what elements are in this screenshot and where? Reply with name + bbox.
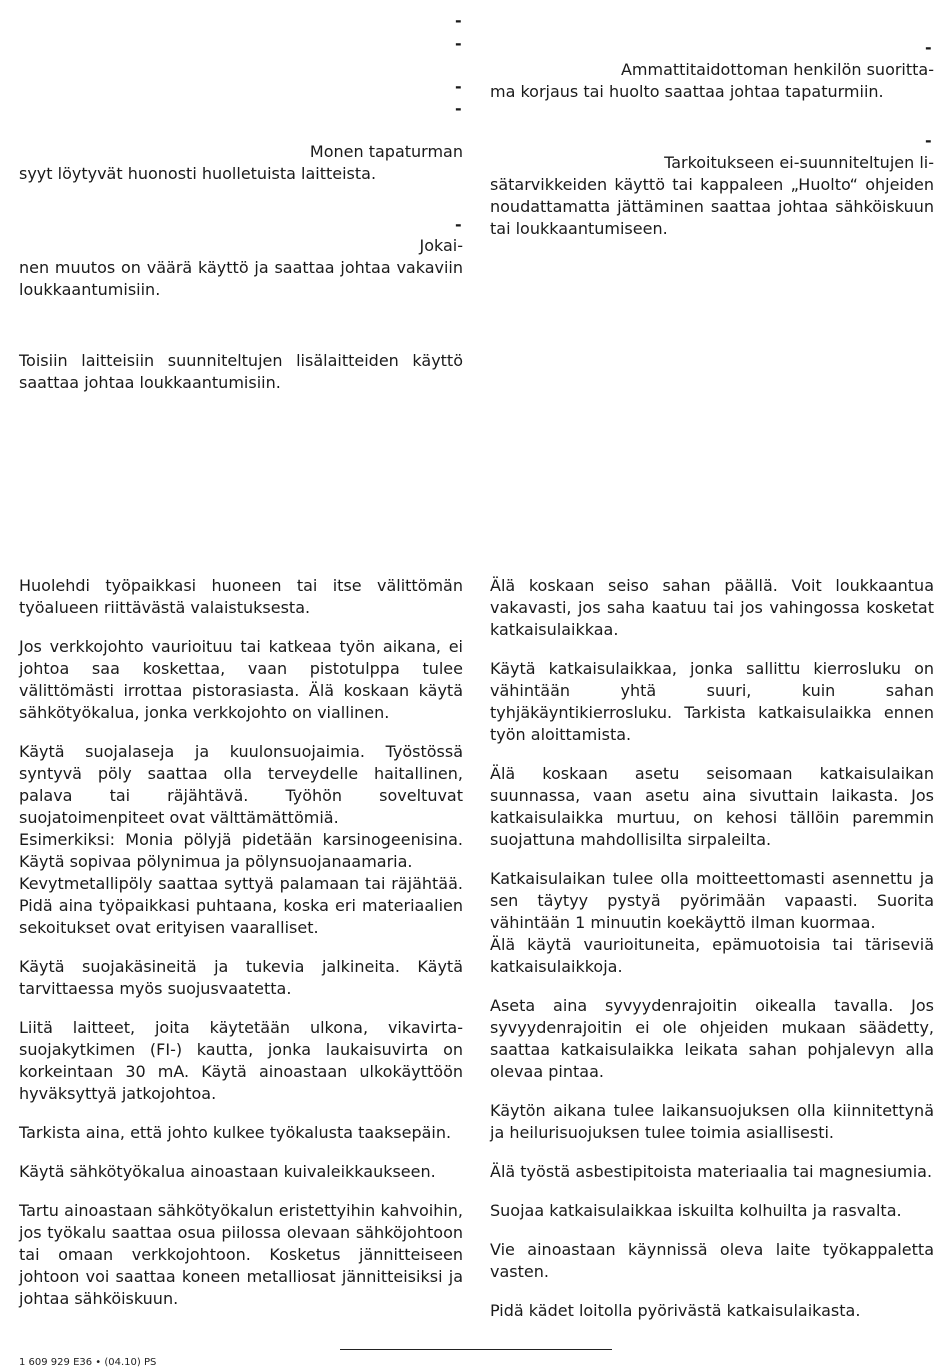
safety-paragraph: Aseta aina syvyydenrajoitin oikealla tavalla. Jos syvyydenrajoitin ei ole ohjeiden mukaan säädetty, saattaa katkaisulaikka leikata sahan pohjalevyn alla olevaa pintaa. [490, 996, 934, 1081]
safety-paragraph: Suojaa katkaisulaikkaa iskuilta kolhuilta ja rasvalta. [490, 1201, 902, 1220]
text-line: Monen tapaturman [309, 142, 463, 161]
bullet-dash: - [455, 99, 462, 118]
document-code: 1 609 929 E36 • (04.10) PS [19, 1357, 157, 1368]
left-safety-column [19, 575, 463, 1310]
text-line: nen muutos on väärä käyttö ja saattaa johtaa vakaviin loukkaantumisiin. [19, 258, 463, 299]
safety-paragraph: Käytä katkaisulaikkaa, jonka sallittu kierrosluku on vähintään yhtä suuri, kuin sahan tyhjäkäyntikierrosluku. Tarkista katkaisulaikka ennen työn aloittamista. [490, 659, 934, 744]
accessory-service-paragraph [490, 152, 934, 240]
text-line: Jokai- [419, 236, 463, 255]
safety-paragraph: Vie ainoastaan käynnissä oleva laite työkappaletta vasten. [490, 1240, 934, 1281]
bullet-dash: - [455, 34, 462, 53]
bullet-dash: - [925, 38, 932, 57]
bullet-dash: - [925, 131, 932, 150]
text-line: Tarkoitukseen ei-suunniteltujen li- [664, 153, 934, 172]
safety-paragraph: Katkaisulaikan tulee olla moitteettomasti asennettu ja sen täytyy pystyä pyörimään vapaasti. Suorita vähintään 1 minuutin koekäyttö ilman kuormaa. [490, 869, 934, 932]
safety-paragraph: Älä koskaan asetu seisomaan katkaisulaikan suunnassa, vaan asetu aina sivuttain laikasta. Jos katkaisulaikka murtuu, on kehosi tällöin paremmin suojattuna mahdollisilta sirpaleilta. [490, 764, 934, 849]
maintenance-paragraph [19, 141, 463, 185]
footer-divider [340, 1349, 612, 1350]
safety-paragraph: Käytä sähkötyökalua ainoastaan kuivaleikkaukseen. [19, 1162, 436, 1181]
safety-paragraph: Tarkista aina, että johto kulkee työkalusta taaksepäin. [19, 1123, 452, 1142]
safety-paragraph: Älä työstä asbestipitoista materiaalia tai magnesiumia. [490, 1162, 933, 1181]
bullet-dash: - [455, 11, 462, 30]
safety-paragraph: Esimerkiksi: Monia pölyjä pidetään karsinogeenisina. Käytä sopivaa pölynimua ja pölynsuojanaamaria. [19, 830, 463, 871]
safety-paragraph: Älä käytä vaurioituneita, epämuotoisia tai täriseviä katkaisulaikkoja. [490, 935, 934, 976]
safety-paragraph: Tartu ainoastaan sähkötyökalun eristettyihin kahvoihin, jos työkalu saattaa osua piilossa olevaan sähköjohtoon tai omaan verkkojohtoon. Kosketus jännitteiseen johtoon voi saattaa koneen metalliosat jännitteisiksi ja johtaa sähköiskuun. [19, 1201, 463, 1308]
text-line: syyt löytyvät huonosti huolletuista laitteista. [19, 164, 377, 183]
safety-paragraph: Huolehdi työpaikkasi huoneen tai itse välittömän työalueen riittävästä valaistuksesta. [19, 576, 463, 617]
safety-paragraph: Jos verkkojohto vaurioituu tai katkeaa työn aikana, ei johtoa saa koskettaa, vaan pistotulppa tulee välittömästi irrottaa pistorasiasta. Älä koskaan käytä sähkötyökalua, jonka verkkojohto on viallinen. [19, 637, 463, 722]
repair-paragraph [490, 59, 934, 103]
safety-paragraph: Käytön aikana tulee laikansuojuksen olla kiinnitettynä ja heilurisuojuksen tulee toimia asiallisesti. [490, 1101, 934, 1142]
bullet-dash: - [455, 77, 462, 96]
bullet-dash: - [455, 215, 462, 234]
safety-paragraph: Käytä suojalaseja ja kuulonsuojaimia. Työstössä syntyvä pöly saattaa olla terveydelle haitallinen, palava tai räjähtävä. Työhön soveltuvat suojatoimenpiteet ovat välttämättömiä. [19, 742, 463, 827]
text-line: Ammattitaidottoman henkilön suoritta- [620, 60, 934, 79]
safety-paragraph: Pidä kädet loitolla pyörivästä katkaisulaikasta. [490, 1301, 861, 1320]
safety-paragraph: Kevytmetallipöly saattaa syttyä palamaan tai räjähtää. Pidä aina työpaikkasi puhtaana, koska eri materiaalien sekoitukset ovat erityisen vaaralliset. [19, 874, 463, 937]
safety-paragraph: Älä koskaan seiso sahan päällä. Voit loukkaantua vakavasti, jos saha kaatuu tai jos vahingossa kosketat katkaisulaikkaa. [490, 576, 934, 639]
modification-paragraph [19, 235, 463, 301]
right-safety-column [490, 575, 934, 1322]
accessory-paragraph: Toisiin laitteisiin suunniteltujen lisälaitteiden käyttö saattaa johtaa loukkaantumisiin. [19, 351, 463, 392]
text-line: ma korjaus tai huolto saattaa johtaa tapaturmiin. [490, 82, 884, 101]
text-line: sätarvikkeiden käyttö tai kappaleen „Huolto“ ohjeiden noudattamatta jättäminen saattaa johtaa sähköiskuun tai loukkaantumiseen. [490, 175, 934, 238]
safety-paragraph: Liitä laitteet, joita käytetään ulkona, vikavirta-suojakytkimen (FI-) kautta, jonka laukaisuvirta on korkeintaan 30 mA. Käytä ainoastaan ulkokäyttöön hyväksyttyä jatkojohtoa. [19, 1018, 463, 1103]
safety-paragraph: Käytä suojakäsineitä ja tukevia jalkineita. Käytä tarvittaessa myös suojusvaatetta. [19, 957, 463, 998]
